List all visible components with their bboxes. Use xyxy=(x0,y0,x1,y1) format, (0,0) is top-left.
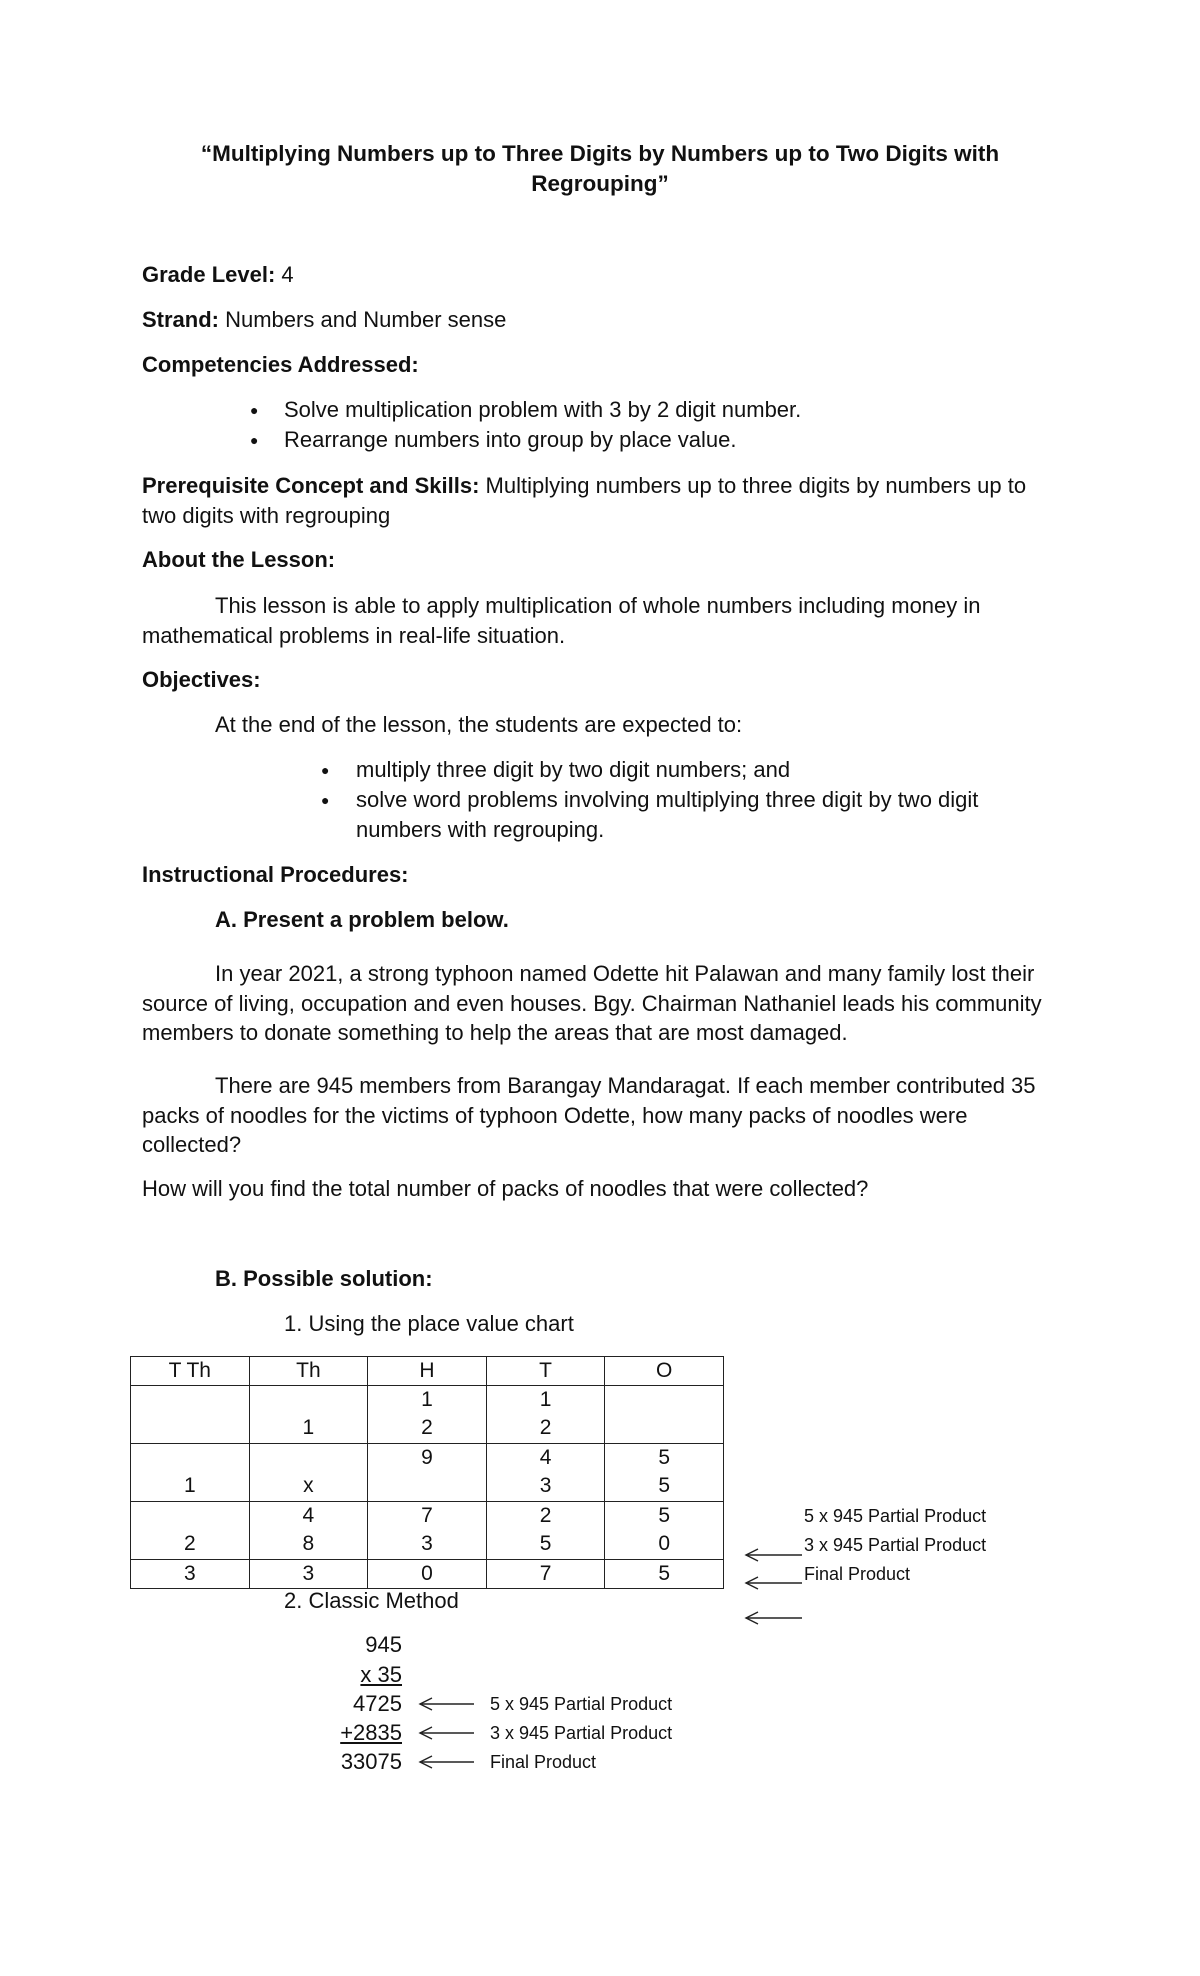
factors-row xyxy=(131,1444,724,1502)
left-arrow-icon xyxy=(744,1611,804,1625)
chart-cell: 2 5 xyxy=(486,1502,605,1560)
chart-label-partial-3: 3 x 945 Partial Product xyxy=(804,1535,987,1555)
procedures-heading: Instructional Procedures: xyxy=(142,862,409,887)
chart-cell: 0 xyxy=(368,1560,487,1589)
final-product: 33075 xyxy=(340,1749,402,1774)
header-thousands: Th xyxy=(249,1357,368,1386)
objective-item-continued: numbers with regrouping. xyxy=(356,817,605,842)
chart-cell: 1 2 xyxy=(486,1386,605,1444)
chart-cell: 3 xyxy=(131,1560,250,1589)
classic-label-partial-3: 3 x 945 Partial Product xyxy=(490,1723,673,1743)
competency-item: Rearrange numbers into group by place value. xyxy=(284,427,737,452)
chart-cell: x xyxy=(249,1444,368,1502)
header-ten-thousands: T Th xyxy=(131,1357,250,1386)
chart-cell: 1 2 xyxy=(368,1386,487,1444)
chart-cell: 1 xyxy=(249,1386,368,1444)
carry-row xyxy=(131,1386,724,1444)
chart-cell: 9 xyxy=(368,1444,487,1502)
bullet-icon: ● xyxy=(321,792,330,808)
bullet-icon: ● xyxy=(250,402,259,418)
chart-label-final: Final Product xyxy=(804,1564,911,1584)
chart-cell: 7 xyxy=(486,1560,605,1589)
document-title-line1: “Multiplying Numbers up to Three Digits by Numbers up to Two Digits with xyxy=(200,141,1000,166)
partial-product-1: 4725 xyxy=(353,1691,402,1716)
strand xyxy=(142,307,506,333)
strand-label: Strand: xyxy=(142,307,219,332)
strand-value: Numbers and Number sense xyxy=(219,307,507,332)
chart-cell: 7 3 xyxy=(368,1502,487,1560)
chart-cell: 1 xyxy=(131,1444,250,1502)
method-2-label: 2. Classic Method xyxy=(284,1588,459,1613)
chart-cell xyxy=(131,1386,250,1444)
objectives-intro: At the end of the lesson, the students are expected to: xyxy=(215,712,743,737)
left-arrow-icon xyxy=(744,1576,804,1590)
about-heading: About the Lesson: xyxy=(142,547,336,572)
chart-cell: 2 xyxy=(131,1502,250,1560)
competencies-heading: Competencies Addressed: xyxy=(142,352,419,377)
chart-cell: 4 3 xyxy=(486,1444,605,1502)
left-arrow-icon xyxy=(744,1548,804,1562)
header-hundreds: H xyxy=(368,1357,487,1386)
chart-cell: 4 8 xyxy=(249,1502,368,1560)
chart-cell: 3 xyxy=(249,1560,368,1589)
grade-level-value: 4 xyxy=(275,262,294,287)
prerequisite-label: Prerequisite Concept and Skills: xyxy=(142,473,480,498)
problem-paragraph-1: In year 2021, a strong typhoon named Odette hit Palawan and many family lost their source of living, occupation and even houses. Bgy. Chairman Nathaniel leads his community members to donate something to help the areas that are most damaged. xyxy=(142,961,1042,1045)
competency-item: Solve multiplication problem with 3 by 2 digit number. xyxy=(284,397,802,422)
prerequisite-value: Multiplying numbers up to three digits by numbers up to two digits with regrouping xyxy=(142,473,1027,528)
prerequisite xyxy=(142,471,1062,530)
left-arrow-icon xyxy=(418,1726,476,1740)
header-tens: T xyxy=(486,1357,605,1386)
final-product-row xyxy=(131,1560,724,1589)
partial-products-row xyxy=(131,1502,724,1560)
document-title-line2: Regrouping” xyxy=(531,171,669,196)
left-arrow-icon xyxy=(418,1755,476,1769)
chart-header-row xyxy=(131,1357,724,1386)
objectives-heading: Objectives: xyxy=(142,667,261,692)
bullet-icon: ● xyxy=(250,432,259,448)
chart-cell: 5 xyxy=(605,1560,724,1589)
problem-question: How will you find the total number of packs of noodles that were collected? xyxy=(142,1176,869,1201)
place-value-chart xyxy=(130,1356,724,1589)
header-ones: O xyxy=(605,1357,724,1386)
left-arrow-icon xyxy=(418,1697,476,1711)
partial-product-2: +2835 xyxy=(340,1720,402,1745)
chart-cell xyxy=(605,1386,724,1444)
chart-label-partial-5: 5 x 945 Partial Product xyxy=(804,1506,987,1526)
grade-level-label: Grade Level: xyxy=(142,262,276,287)
problem-paragraph-2: There are 945 members from Barangay Mandaragat. If each member contributed 35 packs of noodles for the victims of typhoon Odette, how many packs of noodles were collected? xyxy=(142,1073,1036,1157)
about-text: This lesson is able to apply multiplication of whole numbers including money in mathematical problems in real-life situation. xyxy=(142,593,981,648)
grade-level xyxy=(142,262,294,288)
bullet-icon: ● xyxy=(321,762,330,778)
multiplier: x 35 xyxy=(360,1662,402,1687)
objective-item: solve word problems involving multiplying three digit by two digit xyxy=(356,787,979,812)
classic-label-partial-5: 5 x 945 Partial Product xyxy=(490,1694,673,1714)
chart-cell: 5 5 xyxy=(605,1444,724,1502)
method-1-label: 1. Using the place value chart xyxy=(284,1311,574,1336)
section-b-heading: B. Possible solution: xyxy=(215,1266,433,1291)
classic-label-final: Final Product xyxy=(490,1752,597,1772)
section-a-heading: A. Present a problem below. xyxy=(215,907,509,932)
multiplicand: 945 xyxy=(365,1632,402,1657)
objective-item: multiply three digit by two digit numbers; and xyxy=(356,757,791,782)
chart-cell: 5 0 xyxy=(605,1502,724,1560)
